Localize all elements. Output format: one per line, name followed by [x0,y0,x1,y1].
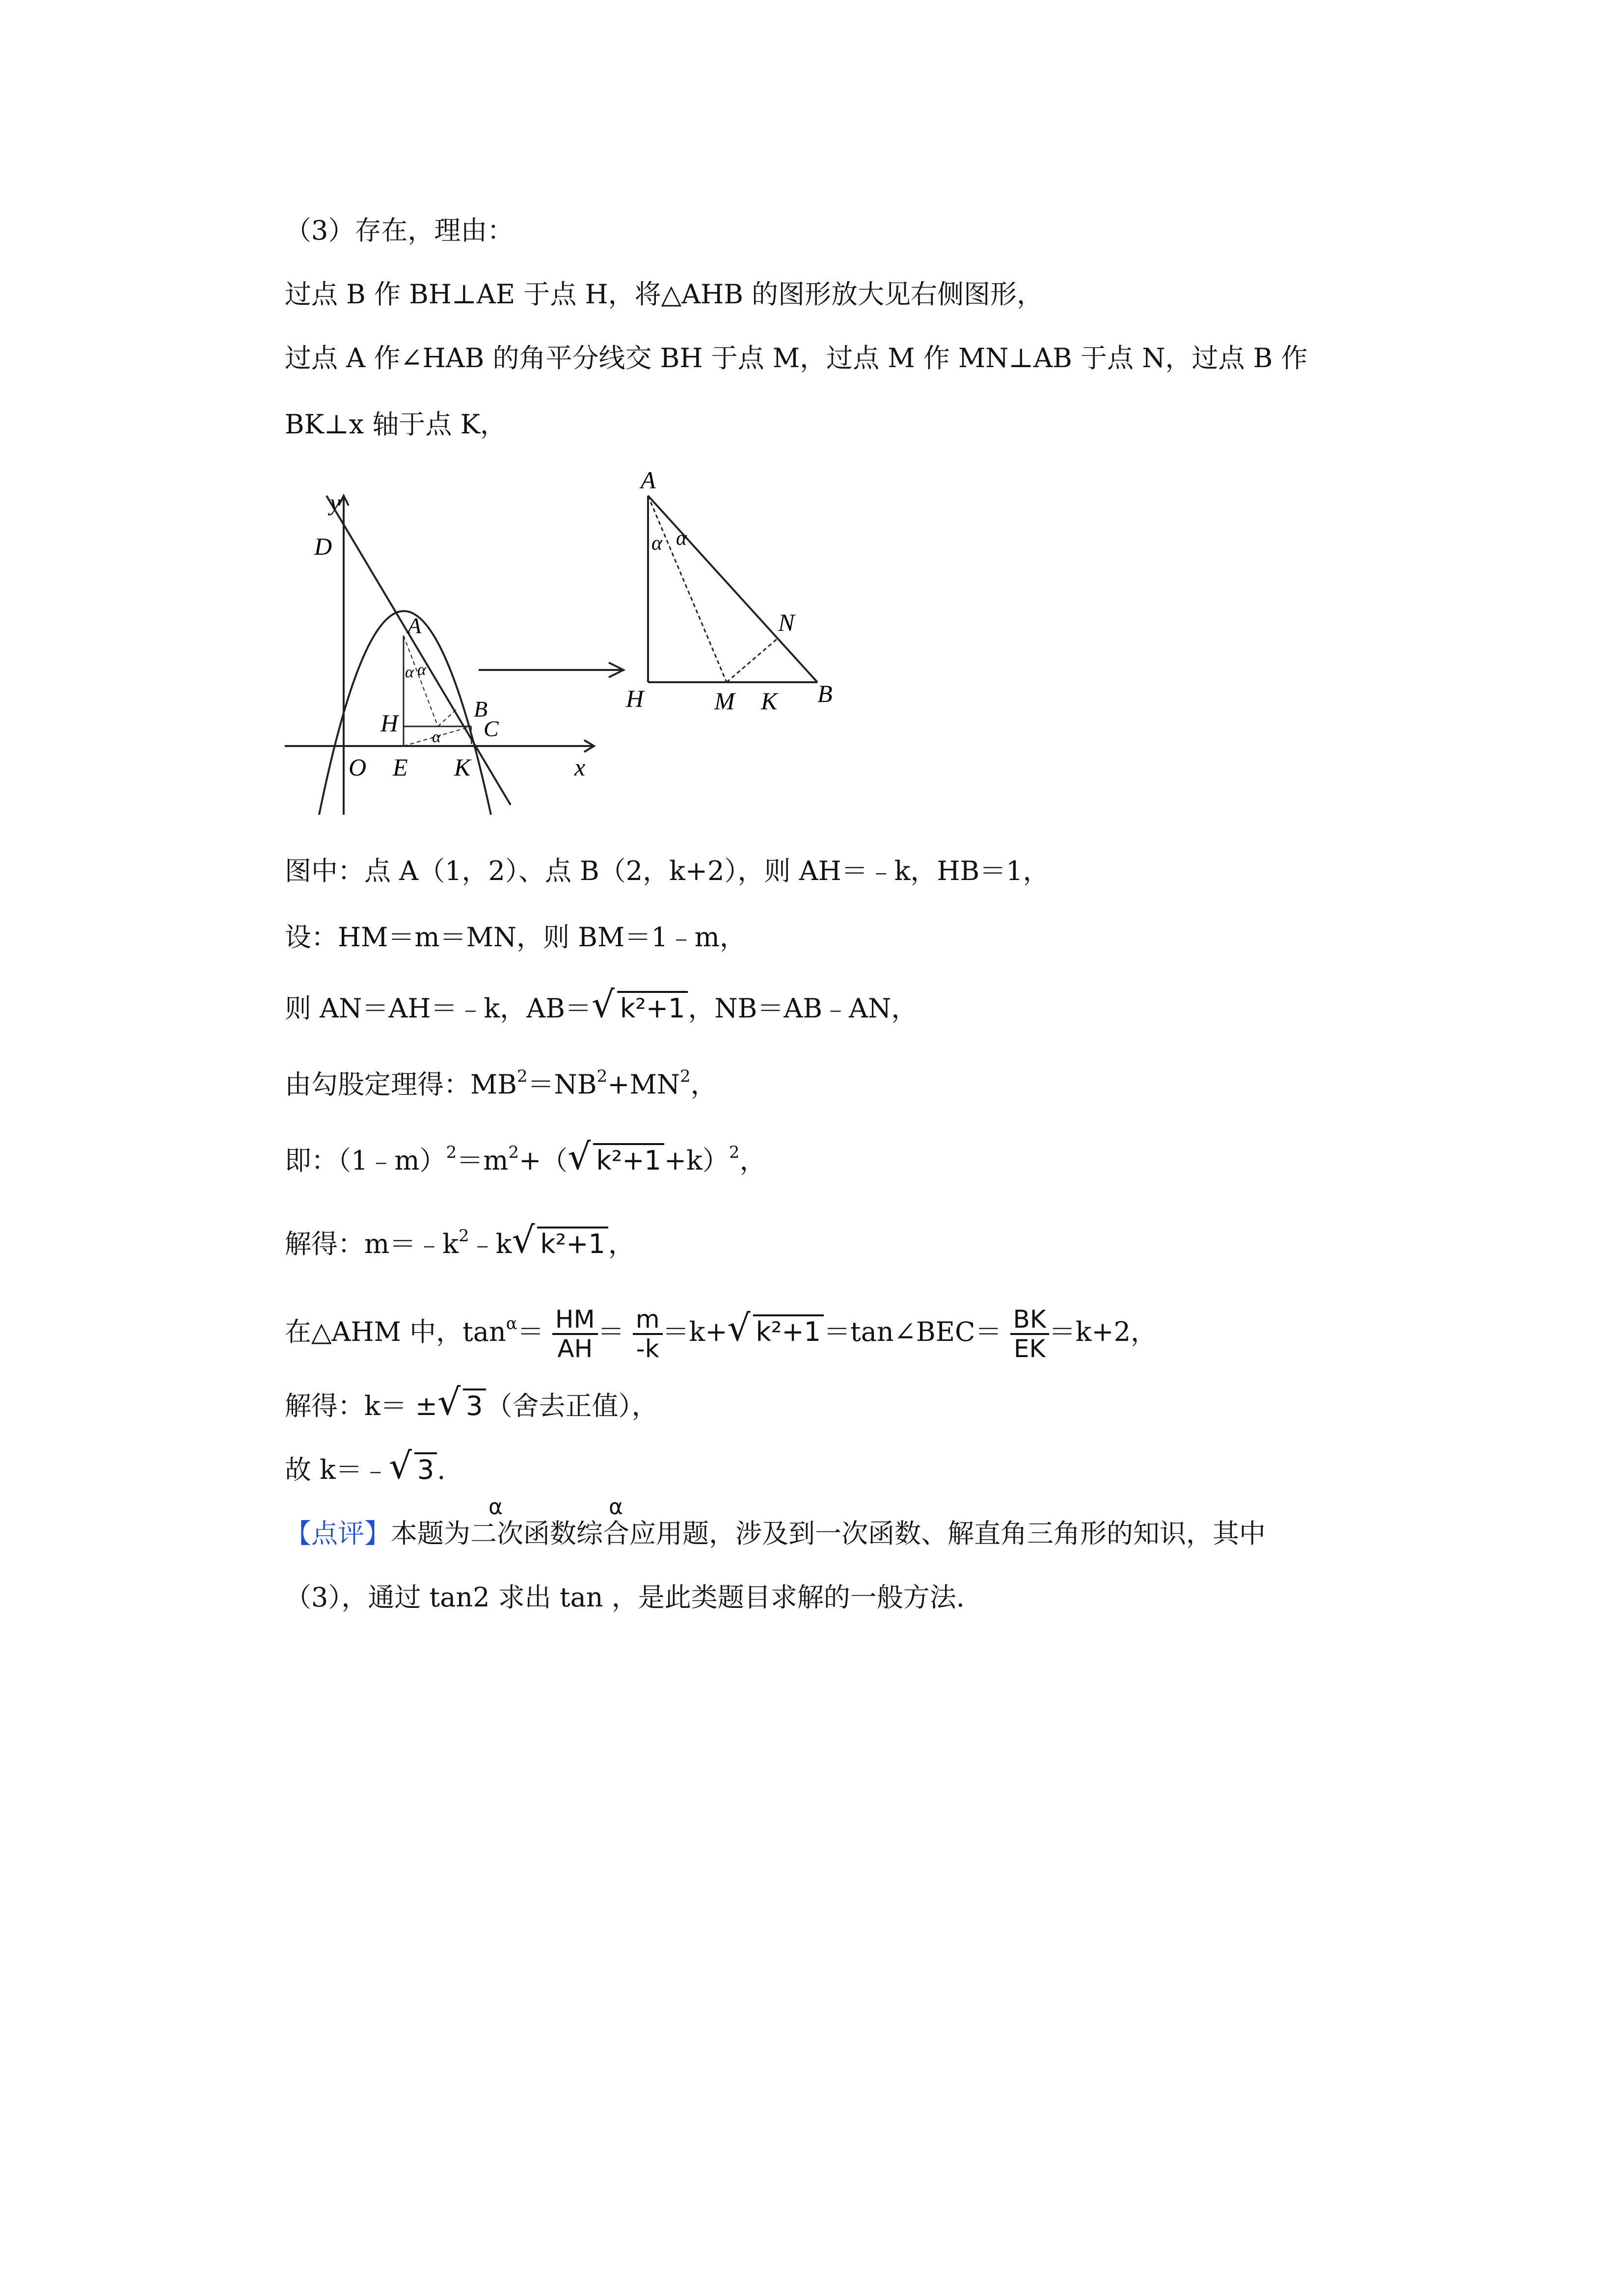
label-a: A [407,613,422,638]
alpha-symbol: α [488,1495,503,1520]
parabola-figure [280,486,623,820]
label-alpha2: α [651,532,663,555]
label-alpha: α [405,663,414,681]
label-y: y [330,490,341,516]
fraction: $\frac{BK}{EK}$ [1010,1306,1049,1362]
text-line: 解得：k＝ ± √ 3 （舍去正值）， [285,1381,658,1423]
sqrt-expression: √ k²+1 [592,991,688,1026]
label-alpha2: α [676,527,687,550]
text-line: 过点 B 作 BH⊥AE 于点 H，将△AHB 的图形放大见右侧图形， [285,279,1044,310]
label-d: D [314,533,332,560]
text-line: 图中：点 A（1，2）、点 B（2，k+2），则 AH＝﹣k，HB＝1， [285,855,1050,886]
text-line: 则 AN＝AH＝﹣k，AB＝ √ k²+1 ，NB＝AB﹣AN， [285,984,918,1026]
label-e: E [393,753,408,781]
text-line: 过点 A 作∠HAB 的角平分线交 BH 于点 M，过点 M 作 MN⊥AB 于点 N，过点 B 作 [285,343,1308,374]
text-line: （3），通过 tan2 求出 tan ，是此类题目求解的一般方法. [285,1582,965,1613]
sqrt-expression: √ 3 [389,1453,437,1487]
arrow [479,658,631,682]
alpha-symbol: α [609,1495,623,1520]
sqrt-expression: √ k²+1 [512,1227,608,1261]
label-h2: H [626,685,644,712]
text-line: 在△AHM 中，$\tan^\alpha=$ $\frac{HM}{AH}$ ＝ $\frac{m}{-k}$ ＝k+ √ k²+1 ＝tan∠BEC＝ $\frac{BK}{EK}$ ＝k+2， [285,1305,1157,1363]
label-h: H [380,709,399,737]
label-x: x [574,753,586,781]
text-line: 即：$(1﹣m)^2=m^2+$（ √ k²+1 +k）$^2$， [285,1136,766,1178]
text-line: 解得：$m=﹣k^2﹣k$ √ k²+1 ， [285,1219,635,1261]
label-alpha: α [432,728,441,746]
comment-line: 【点评】本题为二次函数综合应用题，涉及到一次函数、解直角三角形的知识，其中 [285,1518,1266,1549]
label-a2: A [641,466,656,494]
label-c: C [484,716,499,741]
text-line: （3）存在，理由： [285,215,514,246]
label-b: B [474,696,488,721]
label-n2: N [778,609,795,636]
label-m2: M [714,687,735,715]
comment-bracket: 【点评】 [285,1518,391,1549]
sqrt-expression: √ k²+1 [568,1144,664,1178]
label-k2: K [761,687,778,715]
fraction: $\frac{m}{-k}$ [633,1306,663,1362]
sqrt-expression: √ 3 [437,1389,486,1423]
label-alpha: α [417,661,426,679]
text-line: 故 k＝﹣ √ 3 . [285,1445,446,1487]
text-line: 由勾股定理得：$MB^2=NB^2+MN^2$， [285,1067,717,1100]
triangle-figure [616,461,871,726]
text-line: BK⊥x 轴于点 K， [285,409,507,440]
alpha-symbol: α [506,1314,517,1334]
fraction: $\frac{HM}{AH}$ [552,1306,598,1362]
label-b2: B [817,680,833,707]
label-o: O [349,753,367,781]
label-k: K [454,753,471,781]
sqrt-expression: √ k²+1 [728,1315,824,1349]
text-line: 设：HM＝m＝MN，则 BM＝1﹣m， [285,922,746,953]
